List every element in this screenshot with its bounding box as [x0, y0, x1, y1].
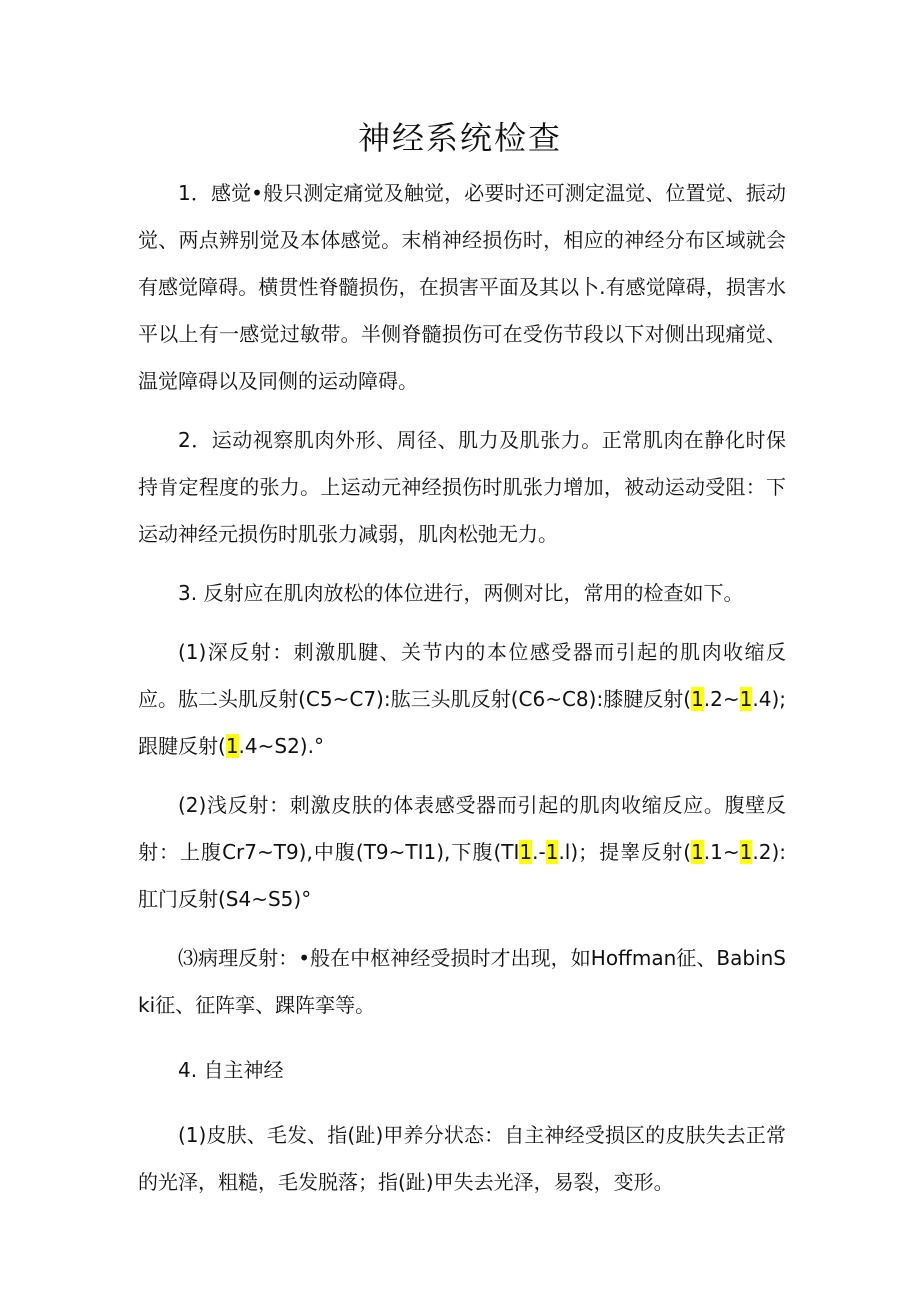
paragraph-sensation: 1．感觉•般只测定痛觉及触觉，必要时还可测定温觉、位置觉、振动觉、两点辨别觉及本体感觉。末梢神经损伤时，相应的神经分布区域就会有感觉障碍。横贯性脊髓损伤，在损害平面及其以卜.有感觉障碍，损害水平以上有一感觉过敏带。半侧脊髓损伤可在受伤节段以下对侧出现痛觉、温觉障碍以及同侧的运动障碍。	[138, 181, 786, 393]
superficial-reflex-text-d: .1~	[703, 840, 740, 864]
paragraph-superficial-reflex	[138, 782, 786, 923]
document-body	[138, 170, 786, 1206]
paragraph-pathological-reflex: ⑶病理反射：•般在中枢神经受损时才出现，如Hoffman征、BabinSki征、征阵挛、踝阵挛等。	[138, 946, 786, 1017]
superficial-reflex-text-c: .l)；提睾反射(	[558, 840, 692, 864]
highlight-mark: 1	[519, 840, 533, 864]
superficial-reflex-text-a: (2)浅反射：刺激皮肤的体表感受器而引起的肌肉收缩反应。腹壁反射：上腹Cr7~T9),中腹(T9~TI1),下腹(TI	[138, 793, 786, 864]
deep-reflex-text-a: (1)深反射：刺激肌腱、关节内的本位感受器而引起的肌肉收缩反应。肱二头肌反射(C5~C7):肱三头肌反射(C6~C8):膝腱反射(	[138, 640, 786, 711]
highlight-mark: 1	[739, 687, 753, 711]
paragraph-autonomic-skin: (1)皮肤、毛发、指(趾)甲养分状态：自主神经受损区的皮肤失去正常的光泽，粗糙，毛发脱落；指(趾)甲失去光泽，易裂，变形。	[138, 1123, 786, 1194]
highlight-mark: 1	[545, 840, 559, 864]
paragraph-reflex-intro: 3. 反射应在肌肉放松的体位进行，两侧对比，常用的检查如下。	[178, 581, 744, 605]
deep-reflex-text-c: .4);跟腱反射(	[138, 687, 786, 758]
superficial-reflex-text-b: .-	[532, 840, 546, 864]
paragraph-motor: 2．运动视察肌肉外形、周径、肌力及肌张力。正常肌肉在静化时保持肯定程度的张力。上运动元神经损伤时肌张力增加，被动运动受阻：下运动神经元损伤时肌张力减弱，肌肉松弛无力。	[138, 428, 786, 546]
deep-reflex-text-d: .4~S2).°	[238, 734, 324, 758]
highlight-mark: 1	[739, 840, 753, 864]
page-title: 神经系统检查	[357, 119, 562, 157]
paragraph-deep-reflex	[138, 629, 786, 770]
highlight-mark: 1	[691, 840, 704, 864]
highlight-mark: 1	[691, 687, 704, 711]
superficial-reflex-text-e: .2):肛门反射(S4~S5)°	[138, 840, 786, 911]
highlight-mark: 1	[225, 734, 239, 758]
deep-reflex-text-b: .2~	[703, 687, 740, 711]
section-heading-autonomic: 4. 自主神经	[178, 1058, 284, 1082]
